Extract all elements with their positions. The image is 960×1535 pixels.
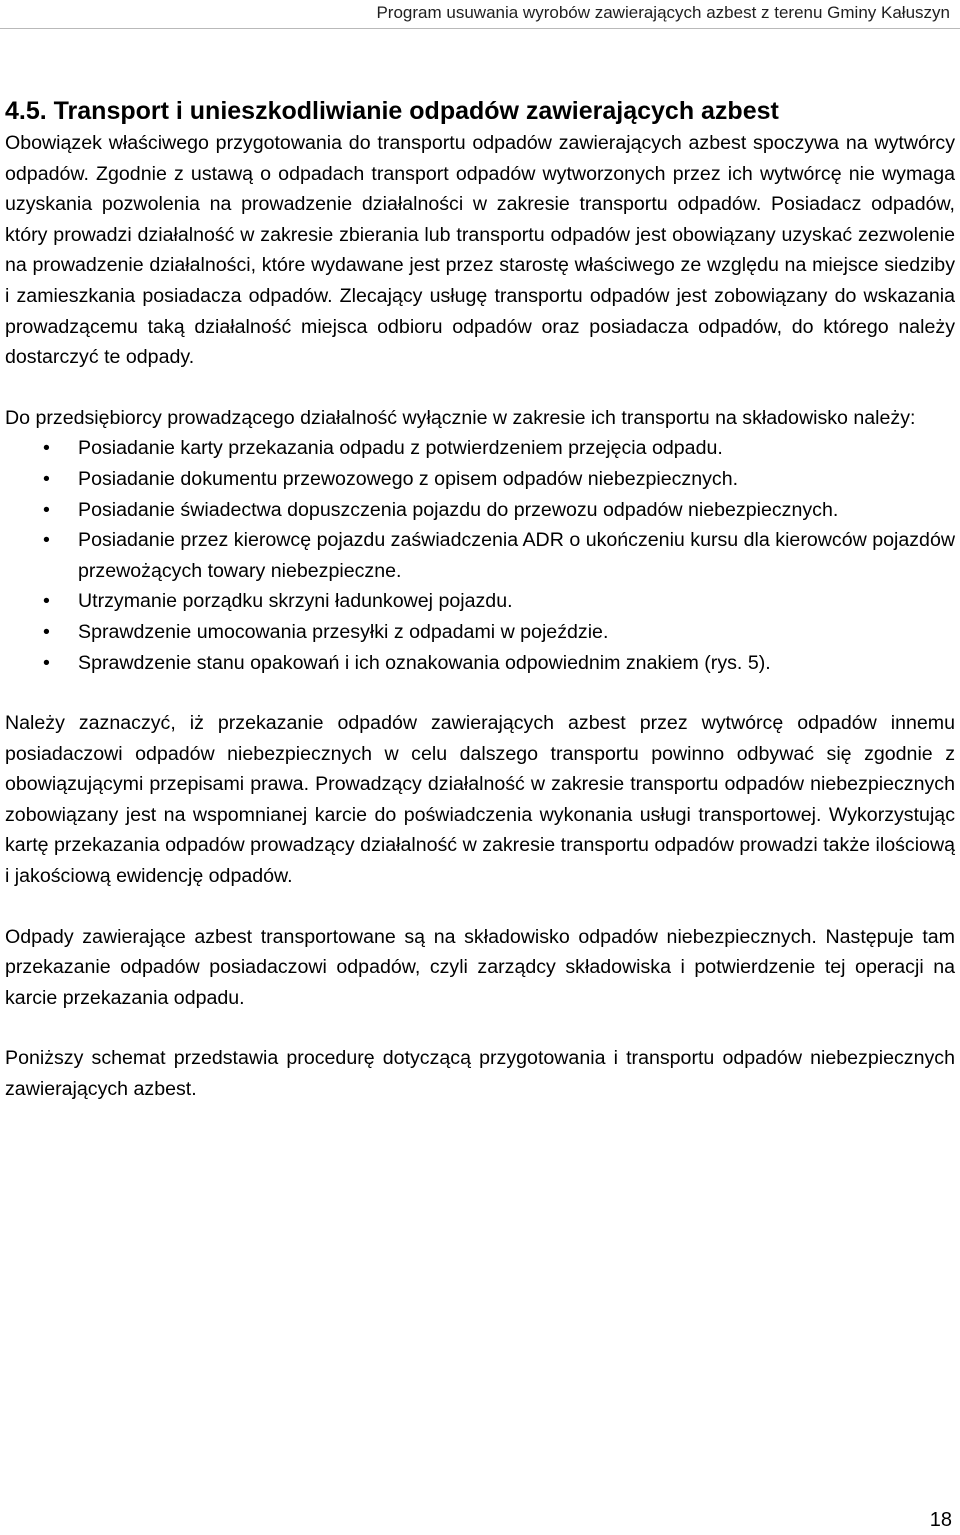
list-item bbox=[5, 617, 955, 648]
list-item bbox=[5, 648, 955, 679]
bullet-glyph: • bbox=[43, 590, 50, 613]
header-divider bbox=[0, 28, 960, 29]
bullet-glyph: • bbox=[43, 467, 50, 490]
paragraph-schema-intro: Poniższy schemat przedstawia procedurę dotyczącą przygotowania i transportu odpadów niebezpiecznych zawierających azbest. bbox=[5, 1047, 955, 1101]
list-item-text: Posiadanie karty przekazania odpadu z potwierdzeniem przejęcia odpadu. bbox=[78, 437, 723, 460]
list-item bbox=[5, 586, 955, 617]
bullet-glyph: • bbox=[43, 529, 50, 552]
list-item-text: Posiadanie świadectwa dopuszczenia pojazdu do przewozu odpadów niebezpiecznych. bbox=[78, 498, 839, 521]
spacer bbox=[5, 892, 955, 922]
list-item bbox=[5, 433, 955, 464]
bullet-glyph: • bbox=[43, 620, 50, 643]
list-item bbox=[5, 464, 955, 495]
list-item-text: Sprawdzenie umocowania przesyłki z odpadami w pojeździe. bbox=[78, 620, 609, 643]
page-number: 18 bbox=[929, 1509, 952, 1531]
spacer bbox=[5, 1013, 955, 1043]
paragraph-transport-obligations: Obowiązek właściwego przygotowania do transportu odpadów zawierających azbest spoczywa na wytwórcy odpadów. Zgodnie z ustawą o odpadach transport odpadów wytworzonych przez ich wytwórcę nie wymaga uzyskania pozwolenia na prowadzenie działalności w zakresie transportu odpadów. Posiadacz odpadów, który prowadzi działalność w zakresie zbierania lub transportu odpadów jest obowiązany uzyskać zezwolenie na prowadzenie działalności, które wydawane jest przez starostę właściwego ze względu na miejsce siedziby i zamieszkania posiadacza odpadów. Zlecający usługę transportu odpadów jest zobowiązany do wskazania prowadzącemu taką działalność miejsca odbioru odpadów oraz posiadacza odpadów, do którego należy dostarczyć te odpady. bbox=[5, 132, 955, 369]
carrier-duties-list bbox=[5, 433, 955, 678]
running-header: Program usuwania wyrobów zawierających azbest z terenu Gminy Kałuszyn bbox=[376, 3, 950, 22]
paragraph-carrier-duties-intro: Do przedsiębiorcy prowadzącego działalność wyłącznie w zakresie ich transportu na składowisko należy: bbox=[5, 406, 916, 429]
section-title: 4.5. Transport i unieszkodliwianie odpadów zawierających azbest bbox=[5, 97, 779, 125]
list-item-text: Posiadanie przez kierowcę pojazdu zaświadczenia ADR o ukończeniu kursu dla kierowców pojazdów przewożących towary niebezpieczne. bbox=[78, 529, 955, 582]
list-item bbox=[5, 525, 955, 586]
paragraph-transfer-records: Należy zaznaczyć, iż przekazanie odpadów zawierających azbest przez wytwórcę odpadów innemu posiadaczowi odpadów niebezpiecznych w celu dalszego transportu powinno odbywać się zgodnie z obowiązującymi przepisami prawa. Prowadzący działalność w zakresie transportu odpadów niebezpiecznych zobowiązany jest na wspomnianej karcie do poświadczenia wykonania usługi transportowej. Wykorzystując kartę przekazania odpadów prowadzący działalność w zakresie transportu odpadów prowadzi także ilościową i jakościową ewidencję odpadów. bbox=[5, 712, 955, 888]
list-item-text: Utrzymanie porządku skrzyni ładunkowej pojazdu. bbox=[78, 590, 513, 613]
bullet-glyph: • bbox=[43, 651, 50, 674]
list-item-text: Sprawdzenie stanu opakowań i ich oznakowania odpowiednim znakiem (rys. 5). bbox=[78, 651, 771, 674]
list-item bbox=[5, 495, 955, 526]
paragraph-landfill: Odpady zawierające azbest transportowane są na składowisko odpadów niebezpiecznych. Następuje tam przekazanie odpadów posiadaczowi odpadów, czyli zarządcy składowiska i potwierdzenie tej operacji na karcie przekazania odpadu. bbox=[5, 925, 955, 1009]
bullet-glyph: • bbox=[43, 437, 50, 460]
list-item-text: Posiadanie dokumentu przewozowego z opisem odpadów niebezpiecznych. bbox=[78, 467, 739, 490]
spacer bbox=[5, 373, 955, 403]
spacer bbox=[5, 678, 955, 708]
bullet-glyph: • bbox=[43, 498, 50, 521]
document-body bbox=[5, 94, 955, 1105]
